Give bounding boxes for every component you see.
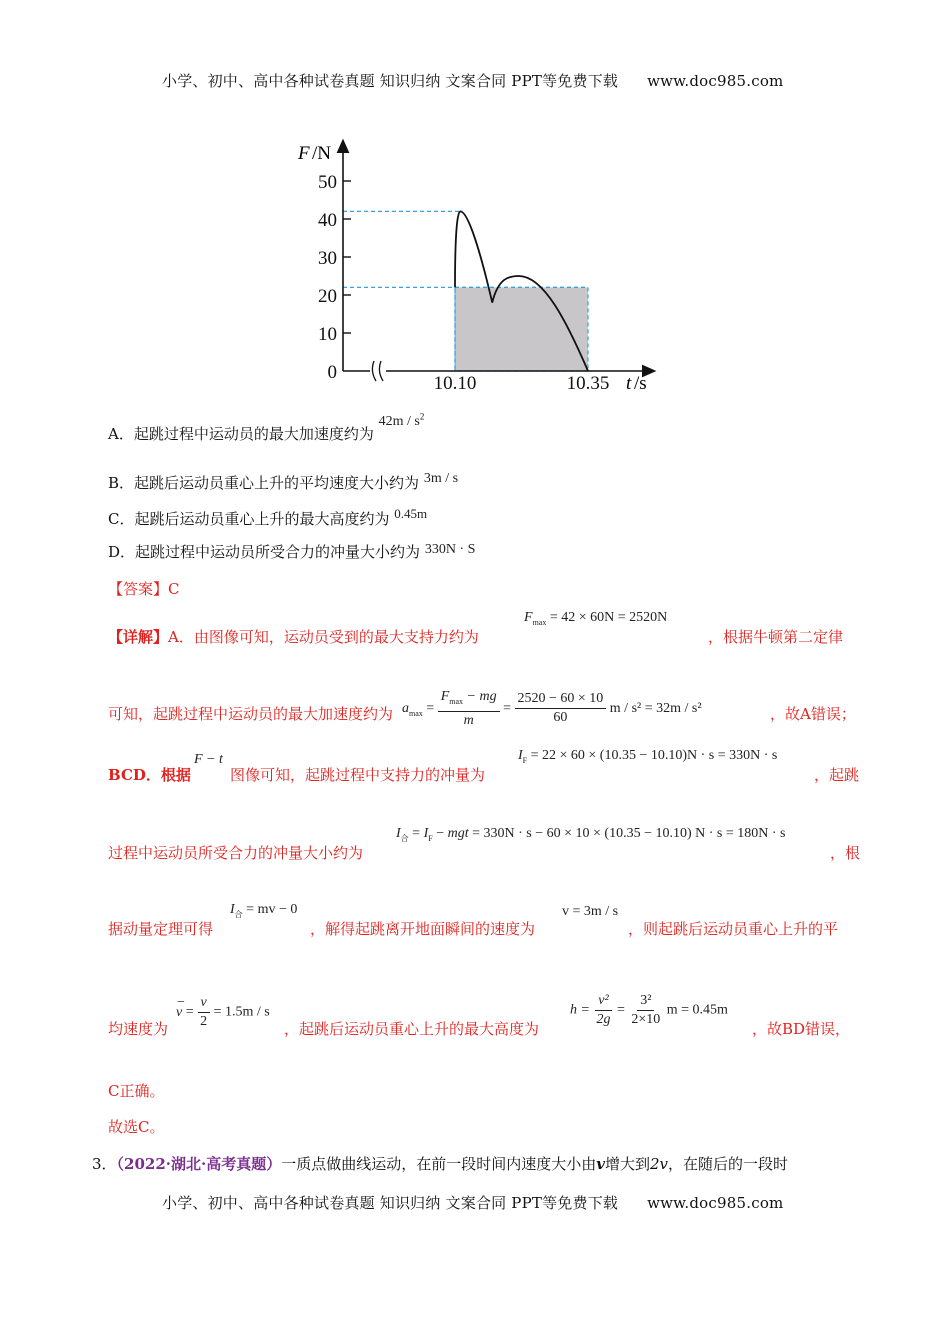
detail-l5-equation: $I_合$ = mv − 0 xyxy=(230,902,298,919)
header-site: www.doc985.com xyxy=(647,72,784,90)
axis-break-2 xyxy=(379,361,383,381)
y-axis-label-f: F xyxy=(298,143,310,164)
next-question: 3．（2022·湖北·高考真题）一质点做曲线运动，在前一段时间内速度大小由v增大到2v，在随后的一段时 xyxy=(92,1155,789,1173)
detail-l6a: 均速度为 xyxy=(108,1020,169,1038)
question-number: 3． xyxy=(92,1155,117,1173)
detail-l6-height: h = $\frac{\text{v²}}{2g}$ = $\frac{\text{3²}}{2\times 10}$ m = 0.45m xyxy=(570,993,728,1027)
option-c-value: 0.45m xyxy=(394,506,428,521)
detail-l4a: 过程中运动员所受合力的冲量大小约为 xyxy=(108,844,364,862)
option-a-value: $42m / s^2$ xyxy=(378,411,425,429)
y-tick-label-30: 30 xyxy=(318,248,337,269)
y-tick-label-0: 0 xyxy=(327,362,337,383)
option-a-label: A．起跳过程中运动员的最大加速度约为 xyxy=(108,425,374,443)
x-axis-label-t: t xyxy=(626,373,632,394)
detail-l3-ft: F − t xyxy=(194,752,223,767)
option-b-label: B．起跳后运动员重心上升的平均速度大小约为 xyxy=(108,474,420,492)
force-time-chart xyxy=(290,135,670,400)
y-tick-label-40: 40 xyxy=(318,210,337,231)
axis-break-1 xyxy=(372,361,376,381)
detail-l2b: ，故A错误； xyxy=(770,705,856,723)
header-text: 小学、初中、高中各种试卷真题 知识归纳 文案合同 PPT等免费下载 xyxy=(162,72,619,90)
answer-line xyxy=(108,578,180,599)
detail-l4b: ，根 xyxy=(830,844,861,862)
option-d xyxy=(108,541,475,562)
detail-line-1 xyxy=(108,626,479,647)
option-b xyxy=(108,472,458,493)
y-tick-label-20: 20 xyxy=(318,286,337,307)
detail-tag: 【详解】 xyxy=(108,628,169,646)
option-d-label: D．起跳过程中运动员所受合力的冲量大小约为 xyxy=(108,543,421,561)
detail-l6c: ，故BD错误， xyxy=(752,1020,851,1038)
conclusion: 故选C。 xyxy=(108,1118,165,1136)
frac-acc-2: $\frac{2520 - 60 \times 10}{60}$ xyxy=(515,690,607,727)
question-source: （2022·湖北·高考真题） xyxy=(116,1155,282,1173)
detail-l5c: ，则起跳后运动员重心上升的平 xyxy=(628,920,839,938)
y-tick-label-50: 50 xyxy=(318,172,337,193)
x-axis-label-unit: /s xyxy=(634,373,647,394)
answer-value: C xyxy=(168,580,180,598)
detail-l7: C正确。 xyxy=(108,1082,165,1100)
page-header xyxy=(162,70,783,91)
detail-l1a: A．由图像可知，运动员受到的最大支持力约为 xyxy=(168,628,479,646)
answer-tag: 【答案】 xyxy=(108,580,169,598)
detail-l5b: ，解得起跳离开地面瞬间的速度为 xyxy=(310,920,536,938)
page-footer xyxy=(162,1192,783,1213)
frac-acc-1: $\frac{F_{max} - mg}{m}$ xyxy=(438,688,500,730)
frac-h-2: $\frac{\text{3²}}{2\times 10}$ xyxy=(631,993,661,1027)
y-axis-label-unit: /N xyxy=(312,143,331,164)
frac-h-1: $\frac{\text{v²}}{2g}$ xyxy=(596,993,611,1027)
option-d-value: 330N · S xyxy=(424,542,476,557)
detail-l1-equation: $F_{max} = 42 \times 60N = 2520N$ xyxy=(524,610,668,627)
y-tick-label-10: 10 xyxy=(318,324,337,345)
option-a xyxy=(108,411,425,444)
option-c-label: C．起跳后运动员重心上升的最大高度约为 xyxy=(108,510,390,528)
x-tick-label-10.10: 10.10 xyxy=(433,373,477,394)
footer-text: 小学、初中、高中各种试卷真题 知识归纳 文案合同 PPT等免费下载 xyxy=(162,1194,619,1212)
option-b-value: 3m / s xyxy=(423,471,459,486)
detail-l6b: ，起跳后运动员重心上升的最大高度为 xyxy=(284,1020,540,1038)
detail-l5a: 据动量定理可得 xyxy=(108,920,214,938)
detail-l2a: 可知，起跳过程中运动员的最大加速度约为 xyxy=(108,705,394,723)
detail-l3-equation: $I_F = 22 \times 60 \times (10.35 - 10.10)N \cdot s = 330N \cdot s$ xyxy=(518,748,778,765)
footer-site: www.doc985.com xyxy=(647,1194,784,1212)
detail-l5-v: v = 3m / s xyxy=(562,904,619,919)
detail-l3c: ，起跳 xyxy=(814,766,860,784)
detail-l3b: 图像可知，起跳过程中支持力的冲量为 xyxy=(230,766,486,784)
chart-layer xyxy=(318,145,650,394)
x-tick-label-10.35: 10.35 xyxy=(566,373,610,394)
option-c xyxy=(108,508,427,529)
detail-l1b: ，根据牛顿第二定律 xyxy=(708,628,844,646)
detail-l6-avg-speed: − v = $\frac{v}{2}$ = 1.5m / s xyxy=(176,994,270,1029)
frac-avg-v: $\frac{v}{2}$ xyxy=(197,994,210,1031)
detail-l3a: BCD．根据 xyxy=(108,766,191,784)
detail-l2-equation: $a_{max}$ = $\frac{F_{max} - mg}{m}$ = $\frac{2520 - 60 \times 10}{60}$ m / s² = 32m / s² xyxy=(402,689,702,728)
detail-l4-equation: $I_合 = I_F$ − mgt = 330N · s − 60 × 10 × (10.35 − 10.10) N · s = 180N · s xyxy=(396,826,786,843)
